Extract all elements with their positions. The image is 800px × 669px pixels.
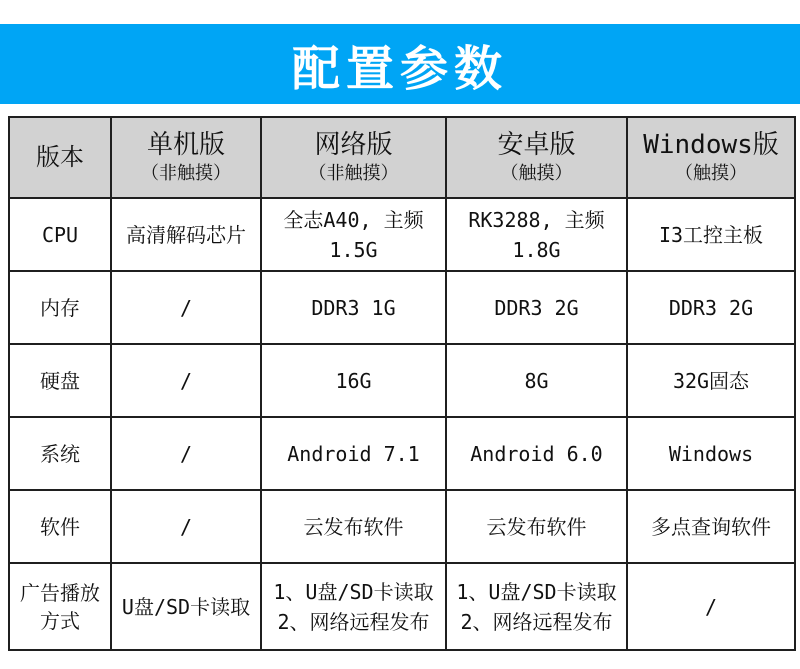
table-row-disk	[9, 344, 795, 417]
column-label: 网络版	[314, 130, 393, 161]
table-cell: /	[627, 563, 795, 650]
table-cell: RK3288, 主频1.8G	[446, 198, 627, 271]
table-cell: 32G固态	[627, 344, 795, 417]
row-label: CPU	[9, 198, 111, 271]
table-cell: I3工控主板	[627, 198, 795, 271]
table-cell: 云发布软件	[446, 490, 627, 563]
table-cell: 云发布软件	[261, 490, 446, 563]
table-cell: 16G	[261, 344, 446, 417]
table-cell: Android 7.1	[261, 417, 446, 490]
table-row-software	[9, 490, 795, 563]
column-header-network	[261, 117, 446, 198]
table-cell: 多点查询软件	[627, 490, 795, 563]
column-sublabel: （非触摸）	[141, 163, 231, 185]
row-label: 广告播放 方式	[9, 563, 111, 650]
column-label: 安卓版	[497, 130, 576, 161]
table-cell: 全志A40, 主频1.5G	[261, 198, 446, 271]
table-cell: Windows	[627, 417, 795, 490]
table-cell: DDR3 2G	[446, 271, 627, 344]
page-title: 配置参数	[291, 40, 508, 97]
table-cell: DDR3 2G	[627, 271, 795, 344]
banner	[0, 24, 800, 104]
table-cell: Android 6.0	[446, 417, 627, 490]
table-cell: 1、U盘/SD卡读取 2、网络远程发布	[261, 563, 446, 650]
table-cell: /	[111, 417, 261, 490]
table-cell: /	[111, 344, 261, 417]
column-sublabel: （非触摸）	[308, 163, 399, 185]
table-cell: DDR3 1G	[261, 271, 446, 344]
column-label: 版本	[36, 143, 84, 172]
spec-table	[8, 116, 796, 651]
table-cell: 高清解码芯片	[111, 198, 261, 271]
row-label: 硬盘	[9, 344, 111, 417]
column-sublabel: （触摸）	[675, 163, 747, 185]
column-header-windows	[627, 117, 795, 198]
table-cell: /	[111, 490, 261, 563]
header-row	[9, 117, 795, 198]
table-row-cpu	[9, 198, 795, 271]
table-cell: U盘/SD卡读取	[111, 563, 261, 650]
row-label: 软件	[9, 490, 111, 563]
row-label: 系统	[9, 417, 111, 490]
column-label: 单机版	[146, 130, 225, 161]
table-row-ad-playback	[9, 563, 795, 650]
column-header-android	[446, 117, 627, 198]
column-header-standalone	[111, 117, 261, 198]
table-cell: 8G	[446, 344, 627, 417]
table-row-memory	[9, 271, 795, 344]
column-label: Windows版	[643, 130, 779, 161]
table-cell: /	[111, 271, 261, 344]
table-cell: 1、U盘/SD卡读取 2、网络远程发布	[446, 563, 627, 650]
column-header-version	[9, 117, 111, 198]
row-label: 内存	[9, 271, 111, 344]
column-sublabel: （触摸）	[500, 163, 573, 185]
table-row-system	[9, 417, 795, 490]
